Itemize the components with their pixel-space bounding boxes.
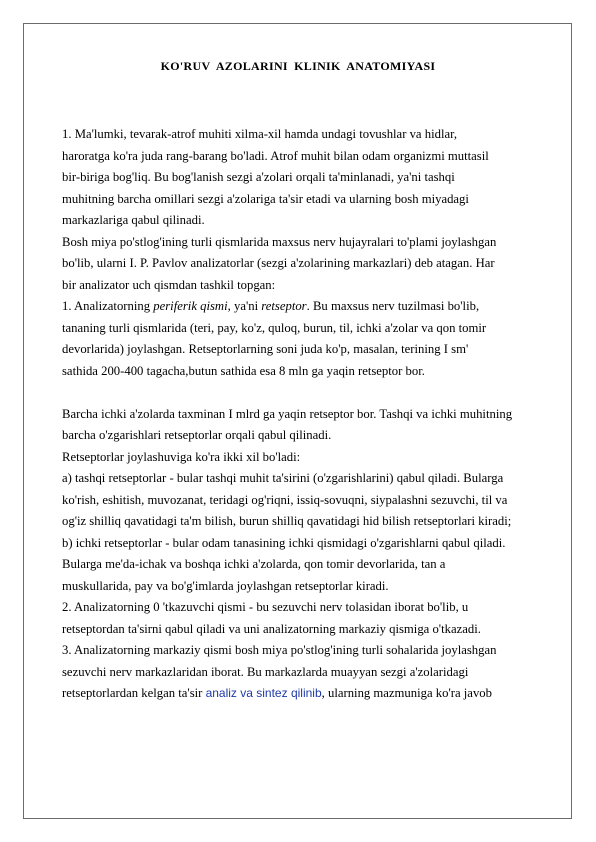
text-line: barcha o'zgarishlari retseptorlar orqali qabul qilinadi. bbox=[62, 428, 332, 442]
text-line: markazlariga qabul qilinadi. bbox=[62, 213, 205, 227]
text-line-with-link bbox=[62, 683, 572, 705]
text-line: b) ichki retseptorlar - bular odam tanasining ichki qismidagi o'zgarishlarni qabul qiladi. bbox=[62, 535, 506, 550]
text-line: og'iz shilliq qavatidagi ta'm bilish, burun shilliq qavatidagi hid bilish retseptorlari kiradi; bbox=[62, 514, 512, 528]
text-line: a) tashqi retseptorlar - bular tashqi muhit ta'sirini (o'zgarishlarini) qabul qiladi. Bularga bbox=[62, 471, 504, 485]
text-line: 2. Analizatorning 0 'tkazuvchi qismi - bu sezuvchi nerv tolasidan iborat bo'lib, u bbox=[62, 600, 469, 614]
text-line: bir-biriga bog'liq. Bu bog'lanish sezgi a'zolari orqali ta'minlanadi, ya'ni tashqi bbox=[62, 170, 455, 184]
text-line: bir analizator uch qismdan tashkil topgan: bbox=[62, 277, 276, 292]
text-line: 1. Ma'lumki, tevarak-atrof muhiti xilma-xil hamda undagi tovushlar va hidlar, bbox=[62, 127, 457, 141]
text-span: , ularning mazmuniga ko'ra javob bbox=[321, 686, 492, 700]
text-span: . Bu maxsus nerv tuzilmasi bo'lib, bbox=[306, 299, 480, 313]
blue-link-text[interactable]: analiz va sintez qilinib bbox=[205, 686, 322, 700]
text-span: , ya'ni bbox=[227, 299, 262, 313]
text-line: Retseptorlar joylashuviga ko'ra ikki xil bo'ladi: bbox=[62, 449, 301, 464]
document-title: KO'RUV AZOLARINI KLINIK ANATOMIYASI bbox=[160, 59, 436, 73]
text-line-with-italics bbox=[62, 296, 572, 318]
text-line: muhitning barcha omillari sezgi a'zolariga ta'sir etadi va ularning bosh miyadagi bbox=[62, 191, 469, 206]
text-line: Barcha ichki a'zolarda taxminan I mlrd ga yaqin retseptor bor. Tashqi va ichki muhitning bbox=[62, 406, 513, 421]
text-line: Bosh miya po'stlog'ining turli qismlarida maxsus nerv hujayralari to'plami joylashgan bbox=[62, 234, 497, 249]
text-line: 3. Analizatorning markaziy qismi bosh miya po'stlog'ining turli sohalarida joylashgan bbox=[62, 643, 497, 657]
text-line: ko'rish, eshitish, muvozanat, teridagi og'riqni, issiq-sovuqni, siypalashni sezuvchi, til va bbox=[62, 492, 508, 507]
italic-term-retseptor: retseptor bbox=[261, 299, 307, 313]
text-line: muskullarida, pay va bo'g'imlarda joylashgan retseptorlar kiradi. bbox=[62, 578, 389, 593]
text-line: retseptordan ta'sirni qabul qiladi va uni analizatorning markaziy qismiga o'tkazadi. bbox=[62, 621, 481, 636]
text-span: retseptorlardan kelgan ta'sir bbox=[62, 686, 206, 700]
text-line: tananing turli qismlarida (teri, pay, ko'z, quloq, burun, til, ichki a'zolar va qon tomir bbox=[62, 320, 487, 335]
italic-term-periferik: periferik qismi bbox=[153, 299, 228, 313]
document-body bbox=[62, 124, 572, 705]
text-line: devorlarida) joylashgan. Retseptorlarning soni juda ko'p, masalan, terining I sm' bbox=[62, 342, 469, 356]
text-line: Bularga me'da-ichak va boshqa ichki a'zolarda, qon tomir devorlarida, tan a bbox=[62, 557, 446, 571]
text-line: sathida 200-400 tagacha,butun sathida esa 8 mln ga yaqin retseptor bor. bbox=[62, 363, 425, 378]
paragraph-gap bbox=[62, 382, 572, 404]
text-line: bo'lib, ularni I. P. Pavlov analizatorlar (sezgi a'zolarining markazlari) deb atagan. Har bbox=[62, 256, 495, 270]
text-span: 1. Analizatorning bbox=[62, 299, 154, 313]
text-line: haroratga ko'ra juda rang-barang bo'ladi. Atrof muhit bilan odam organizmi muttasil bbox=[62, 148, 489, 163]
text-line: sezuvchi nerv markazlaridan iborat. Bu markazlarda muayyan sezgi a'zolaridagi bbox=[62, 664, 469, 679]
